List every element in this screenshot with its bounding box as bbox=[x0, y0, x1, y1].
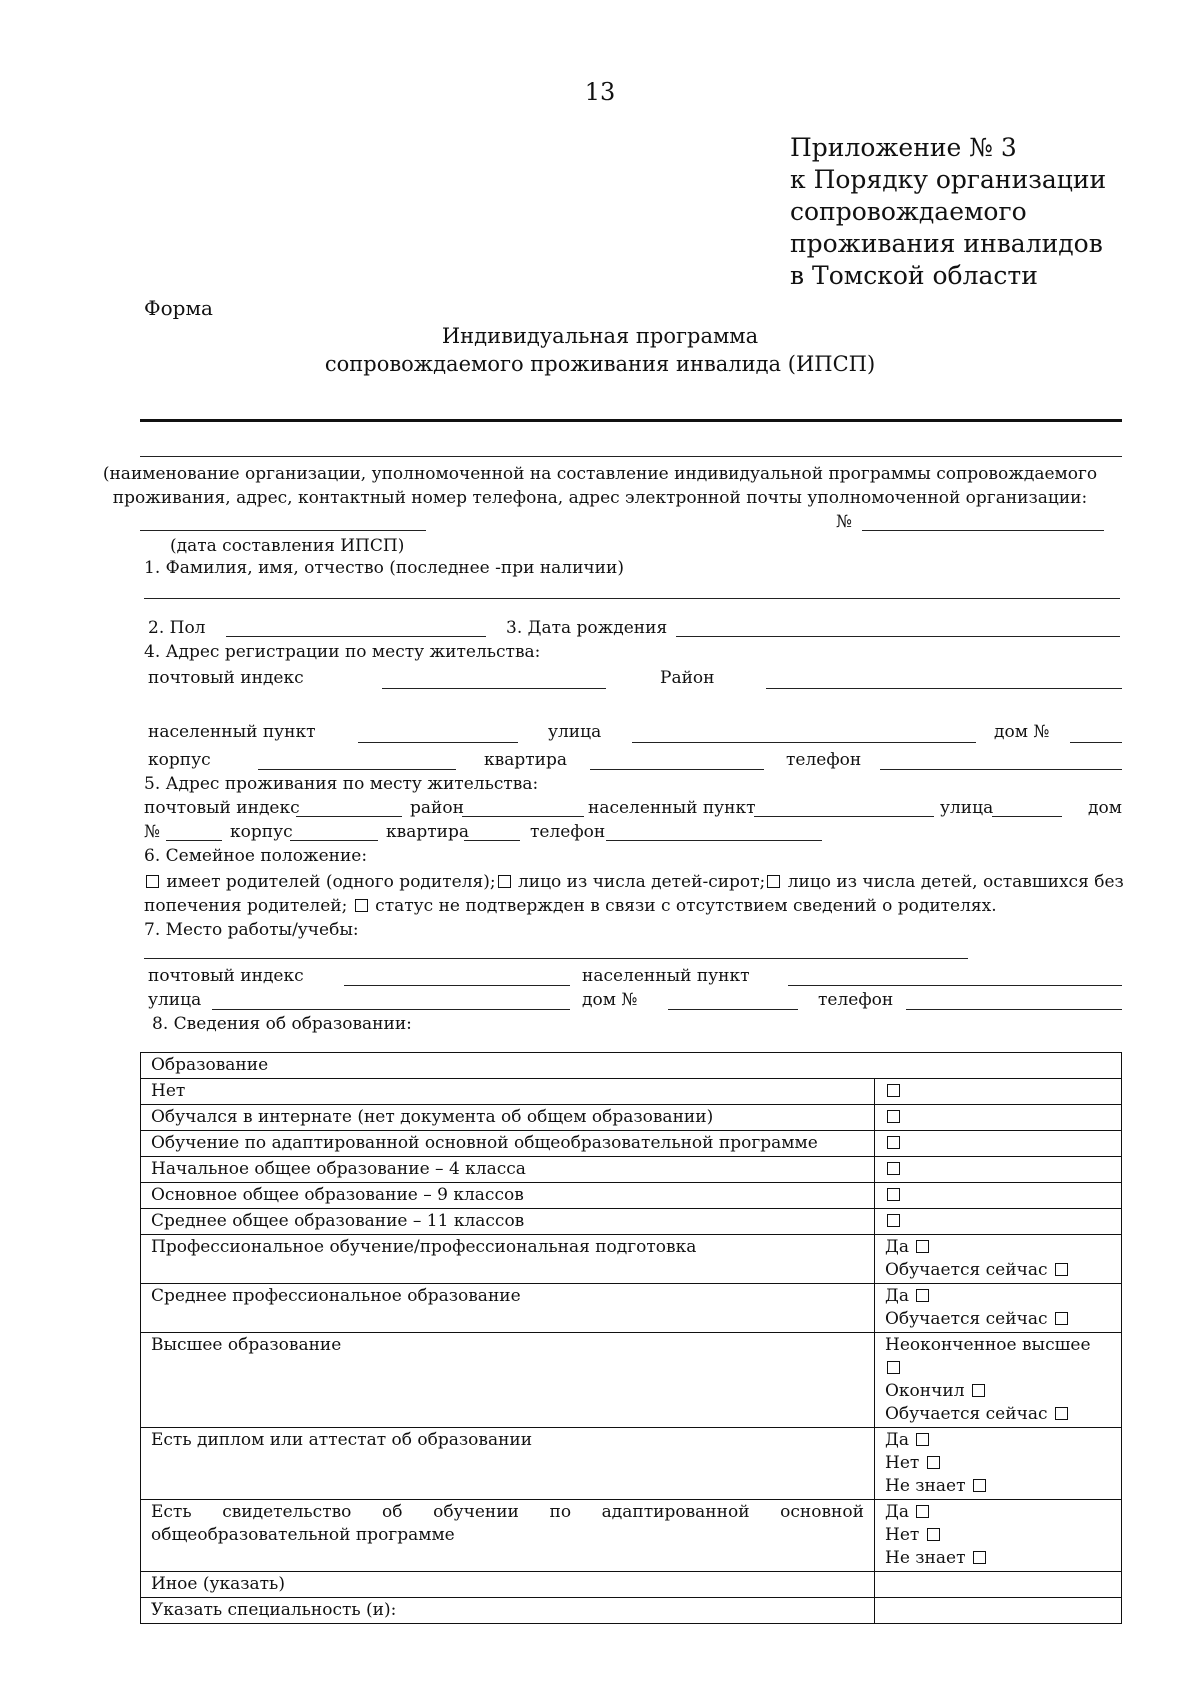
reg-address-heading: 4. Адрес регистрации по месту жительства: bbox=[144, 642, 541, 662]
reg-phone-label: телефон bbox=[786, 750, 862, 770]
checkbox-icon[interactable] bbox=[916, 1505, 929, 1518]
fio-field[interactable] bbox=[144, 598, 1120, 599]
live-street-label: улица bbox=[940, 798, 994, 818]
sex-field[interactable] bbox=[226, 636, 486, 637]
table-row bbox=[141, 1333, 1122, 1428]
option-unknown[interactable]: Не знает bbox=[885, 1547, 1111, 1570]
reg-district-field[interactable] bbox=[766, 688, 1122, 689]
table-row bbox=[141, 1105, 1122, 1131]
checkbox-icon[interactable] bbox=[973, 1551, 986, 1564]
reg-locality-field[interactable] bbox=[358, 742, 518, 743]
other-input-cell[interactable] bbox=[875, 1572, 1122, 1598]
table-row-label: Обучение по адаптированной основной общеобразовательной программе bbox=[141, 1131, 875, 1157]
work-phone-label: телефон bbox=[818, 990, 894, 1010]
work-house-label: дом № bbox=[582, 990, 638, 1010]
table-row-label: Среднее профессиональное образование bbox=[141, 1284, 875, 1333]
reg-house-field[interactable] bbox=[1070, 742, 1122, 743]
table-row-label: Есть диплом или аттестат об образовании bbox=[141, 1428, 875, 1500]
checkbox-icon[interactable] bbox=[972, 1384, 985, 1397]
birth-date-field[interactable] bbox=[676, 636, 1120, 637]
appendix-line: в Томской области bbox=[790, 261, 1038, 290]
reg-phone-field[interactable] bbox=[880, 769, 1122, 770]
table-row bbox=[141, 1183, 1122, 1209]
option-incomplete-higher[interactable]: Неоконченное высшее bbox=[885, 1334, 1111, 1380]
checkbox-icon[interactable] bbox=[767, 875, 780, 888]
appendix-line: Приложение № 3 bbox=[790, 133, 1017, 162]
option-studying-now[interactable]: Обучается сейчас bbox=[885, 1308, 1111, 1331]
appendix-line: к Порядку организации bbox=[790, 165, 1107, 194]
table-row bbox=[141, 1131, 1122, 1157]
table-row-label: Основное общее образование – 9 классов bbox=[141, 1183, 875, 1209]
checkbox-icon[interactable] bbox=[1055, 1312, 1068, 1325]
checkbox-icon[interactable] bbox=[927, 1456, 940, 1469]
ipsp-number-field[interactable] bbox=[862, 530, 1104, 531]
checkbox-icon[interactable] bbox=[927, 1528, 940, 1541]
live-address-heading: 5. Адрес проживания по месту жительства: bbox=[144, 774, 539, 794]
table-row-label: Иное (указать) bbox=[141, 1572, 875, 1598]
checkbox-icon[interactable] bbox=[916, 1433, 929, 1446]
option-studying-now[interactable]: Обучается сейчас bbox=[885, 1403, 1111, 1426]
option-no[interactable]: Нет bbox=[885, 1524, 1111, 1547]
checkbox-icon[interactable] bbox=[355, 899, 368, 912]
work-house-field[interactable] bbox=[668, 1009, 798, 1010]
live-building-label: корпус bbox=[230, 822, 293, 842]
table-row bbox=[141, 1235, 1122, 1284]
work-heading: 7. Место работы/учебы: bbox=[144, 920, 359, 940]
page-title-line2: сопровождаемого проживания инвалида (ИПСП) bbox=[324, 352, 876, 376]
work-locality-field[interactable] bbox=[788, 985, 1122, 986]
live-postal-label: почтовый индекс bbox=[144, 798, 300, 818]
form-label: Форма bbox=[144, 296, 213, 320]
table-row-label: Высшее образование bbox=[141, 1333, 875, 1428]
table-row bbox=[141, 1209, 1122, 1235]
live-phone-field[interactable] bbox=[606, 840, 822, 841]
education-table bbox=[140, 1052, 1122, 1624]
work-street-label: улица bbox=[148, 990, 202, 1010]
family-option-left-without-care[interactable]: лицо из числа детей, оставшихся без bbox=[765, 872, 1123, 892]
family-options-line1 bbox=[144, 872, 1122, 892]
page-title: Индивидуальная программа bbox=[441, 324, 759, 348]
family-option-orphan[interactable]: лицо из числа детей-сирот; bbox=[496, 872, 766, 892]
appendix-line: проживания инвалидов bbox=[790, 229, 1103, 258]
ipsp-date-field[interactable] bbox=[140, 530, 426, 531]
checkbox-icon[interactable] bbox=[887, 1214, 900, 1227]
live-house-field[interactable] bbox=[166, 840, 222, 841]
table-header-row bbox=[141, 1053, 1122, 1079]
reg-postal-label: почтовый индекс bbox=[148, 668, 304, 688]
live-building-field[interactable] bbox=[290, 840, 378, 841]
table-header: Образование bbox=[141, 1053, 1122, 1079]
table-row-label: Указать специальность (и): bbox=[141, 1598, 875, 1624]
checkbox-icon[interactable] bbox=[887, 1188, 900, 1201]
specialty-input-cell[interactable] bbox=[875, 1598, 1122, 1624]
date-note: (дата составления ИПСП) bbox=[170, 536, 405, 556]
live-apartment-label: квартира bbox=[386, 822, 469, 842]
live-street-field[interactable] bbox=[992, 816, 1062, 817]
reg-building-field[interactable] bbox=[258, 769, 456, 770]
live-house-label: дом bbox=[1088, 798, 1122, 818]
checkbox-icon[interactable] bbox=[916, 1240, 929, 1253]
table-row-label: Начальное общее образование – 4 класса bbox=[141, 1157, 875, 1183]
option-no[interactable]: Нет bbox=[885, 1452, 1111, 1475]
live-postal-field[interactable] bbox=[296, 816, 402, 817]
reg-locality-label: населенный пункт bbox=[148, 722, 316, 742]
reg-street-field[interactable] bbox=[632, 742, 976, 743]
reg-district-label: Район bbox=[660, 668, 715, 688]
education-heading: 8. Сведения об образовании: bbox=[152, 1014, 412, 1034]
checkbox-icon[interactable] bbox=[973, 1479, 986, 1492]
table-row bbox=[141, 1572, 1122, 1598]
option-yes[interactable]: Да bbox=[885, 1501, 1111, 1524]
work-phone-field[interactable] bbox=[906, 1009, 1122, 1010]
live-district-field[interactable] bbox=[462, 816, 584, 817]
live-district-label: район bbox=[410, 798, 464, 818]
checkbox-icon[interactable] bbox=[146, 875, 159, 888]
table-row-label: Среднее общее образование – 11 классов bbox=[141, 1209, 875, 1235]
live-phone-label: телефон bbox=[530, 822, 606, 842]
family-heading: 6. Семейное положение: bbox=[144, 846, 368, 866]
checkbox-icon[interactable] bbox=[1055, 1407, 1068, 1420]
table-row-label: Есть свидетельство об обучении по адаптированной основной общеобразовательной программе bbox=[141, 1500, 875, 1572]
org-note: (наименование организации, уполномоченной на составление индивидуальной программы сопровождаемого bbox=[102, 464, 1098, 484]
live-house-label-b: № bbox=[144, 822, 161, 842]
table-row bbox=[141, 1157, 1122, 1183]
checkbox-icon[interactable] bbox=[498, 875, 511, 888]
option-yes[interactable]: Да bbox=[885, 1429, 1111, 1452]
family-option-parents[interactable]: имеет родителей (одного родителя); bbox=[144, 872, 496, 892]
reg-postal-field[interactable] bbox=[382, 688, 606, 689]
live-locality-label: населенный пункт bbox=[588, 798, 756, 818]
reg-building-label: корпус bbox=[148, 750, 211, 770]
option-unknown[interactable]: Не знает bbox=[885, 1475, 1111, 1498]
option-graduated[interactable]: Окончил bbox=[885, 1380, 1111, 1403]
work-postal-field[interactable] bbox=[344, 985, 570, 986]
table-row bbox=[141, 1079, 1122, 1105]
option-yes[interactable]: Да bbox=[885, 1236, 1111, 1259]
table-row bbox=[141, 1500, 1122, 1572]
work-postal-label: почтовый индекс bbox=[148, 966, 304, 986]
table-row-label: Профессиональное обучение/профессиональная подготовка bbox=[141, 1235, 875, 1284]
reg-street-label: улица bbox=[548, 722, 602, 742]
work-name-field[interactable] bbox=[144, 958, 968, 959]
reg-apartment-field[interactable] bbox=[590, 769, 764, 770]
family-options-line2: попечения родителей; статус не подтвержден в связи с отсутствием сведений о родителях. bbox=[144, 896, 997, 916]
work-street-field[interactable] bbox=[212, 1009, 570, 1010]
org-name-line[interactable] bbox=[140, 419, 1122, 422]
org-details-line[interactable] bbox=[140, 456, 1122, 457]
checkbox-icon[interactable] bbox=[916, 1289, 929, 1302]
table-row bbox=[141, 1598, 1122, 1624]
live-locality-field[interactable] bbox=[754, 816, 934, 817]
table-row-label: Обучался в интернате (нет документа об общем образовании) bbox=[141, 1105, 875, 1131]
table-row bbox=[141, 1428, 1122, 1500]
option-yes[interactable]: Да bbox=[885, 1285, 1111, 1308]
page-number: 13 bbox=[584, 78, 616, 106]
checkbox-icon[interactable] bbox=[887, 1136, 900, 1149]
work-locality-label: населенный пункт bbox=[582, 966, 750, 986]
checkbox-icon[interactable] bbox=[887, 1361, 900, 1374]
table-row-label: Нет bbox=[141, 1079, 875, 1105]
birth-label: 3. Дата рождения bbox=[506, 618, 668, 638]
option-studying-now[interactable]: Обучается сейчас bbox=[885, 1259, 1111, 1282]
number-sign: № bbox=[836, 512, 853, 532]
family-option-unconfirmed[interactable]: статус не подтвержден в связи с отсутствием сведений о родителях. bbox=[353, 896, 997, 916]
appendix-line: сопровождаемого bbox=[790, 197, 1027, 226]
live-apartment-field[interactable] bbox=[464, 840, 520, 841]
reg-house-label: дом № bbox=[994, 722, 1050, 742]
sex-label: 2. Пол bbox=[148, 618, 206, 638]
checkbox-icon[interactable] bbox=[887, 1162, 900, 1175]
checkbox-icon[interactable] bbox=[887, 1084, 900, 1097]
checkbox-icon[interactable] bbox=[887, 1110, 900, 1123]
table-row bbox=[141, 1284, 1122, 1333]
fio-label: 1. Фамилия, имя, отчество (последнее -при наличии) bbox=[144, 558, 624, 578]
checkbox-icon[interactable] bbox=[1055, 1263, 1068, 1276]
reg-apartment-label: квартира bbox=[484, 750, 567, 770]
org-note-line2: проживания, адрес, контактный номер телефона, адрес электронной почты уполномоченной организации: bbox=[112, 488, 1088, 508]
